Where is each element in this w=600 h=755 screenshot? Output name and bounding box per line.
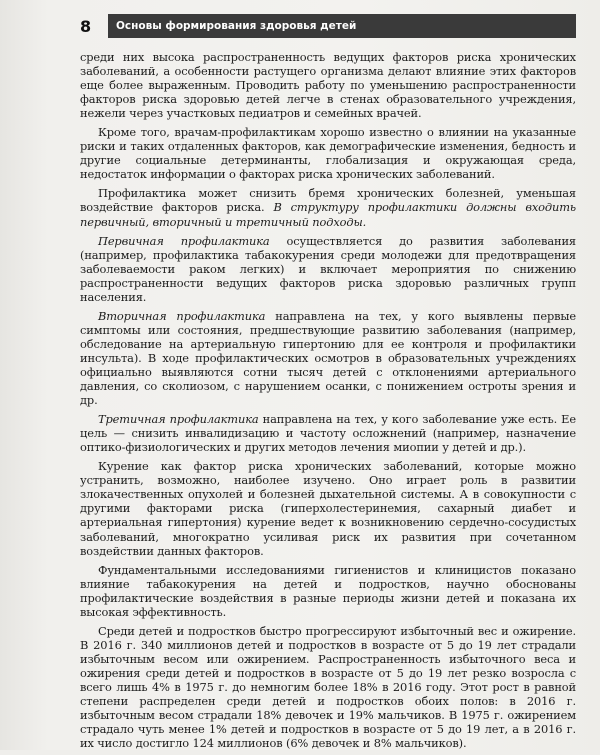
text-run: Курение как фактор риска хронических заболеваний, которые можно устранить, возможно, наиболее изучено. Оно играет роль в развитии злокачественных опухолей и болезней дыхательной системы. А в совокупности с другими факторами риска (гиперхолестеринемия, сахарный диабет и артериальная гипертония) курение ведет к возникновению сердечно-сосудистых заболеваний, многократно усиливая риск их развития при сочетанном воздействии данных факторов. bbox=[80, 459, 576, 558]
paragraph bbox=[80, 624, 576, 750]
page-number: 8 bbox=[80, 17, 92, 36]
text-run: направлена на тех, у кого выявлены первые симптомы или состояния, предшествующие развитию заболевания (например, обследование на артериальную гипертонию для ее контроля и профилактики инсульта). В ходе профилактических осмотров в образовательных учреждениях официально выявляются сотни тысяч детей с отклонениями артериального давления, со сколиозом, с нарушением осанки, с понижением остроты зрения и др. bbox=[80, 308, 576, 408]
term-secondary-prevention: Вторичная профилактика bbox=[98, 308, 266, 323]
text-run: Профилактика может снизить бремя хронических болезней, уменьшая воздействие факторов риска. bbox=[80, 186, 576, 215]
paragraph bbox=[80, 563, 576, 619]
paragraph bbox=[80, 186, 576, 228]
text-run: направлена на тех, у кого заболевание уже есть. Ее цель — снизить инвалидизацию и частоту осложнений (например, назначение оптико-физиологических и других методов лечения миопии у детей и др.). bbox=[80, 412, 576, 455]
page-header bbox=[80, 14, 576, 40]
term-tertiary-prevention: Третичная профилактика bbox=[98, 412, 259, 427]
text-run: среди них высока распространенность ведущих факторов риска хронических заболеваний, а особенности растущего организма делают влияние этих факторов еще более выраженным. Проводить работу по уменьшению распространенности факторов риска здоровью детей легче в стенах образовательного учреждения, нежели через участковых педиатров и семейных врачей. bbox=[80, 50, 576, 121]
running-title: Основы формирования здоровья детей bbox=[108, 14, 576, 38]
paragraph bbox=[80, 234, 576, 304]
text-run: Кроме того, врачам-профилактикам хорошо известно о влиянии на указанные риски и таких отдаленных факторов, как демографические изменения, бедность и другие социальные детерминанты, глобализация и окружающая среда, недостаток информации о факторах риска хронических заболеваний. bbox=[80, 125, 576, 182]
body-text bbox=[80, 50, 576, 755]
term-primary-prevention: Первичная профилактика bbox=[98, 233, 270, 248]
paragraph bbox=[80, 459, 576, 557]
paragraph bbox=[80, 412, 576, 454]
paragraph bbox=[80, 125, 576, 181]
italic-run: В структуру профилактики должны входить первичный, вторичный и третичный подходы. bbox=[80, 200, 576, 229]
text-run: Фундаментальными исследованиями гигиенистов и клиницистов показано влияние табакокурения на детей и подростков, научно обоснованы профилактические воздействия в разные периоды жизни детей и показана их высокая эффективность. bbox=[80, 562, 576, 619]
paragraph bbox=[80, 309, 576, 407]
text-run: осуществляется до развития заболевания (например, профилактика табакокурения среди молодежи для предотвращения заболеваемости раком легких) и включает мероприятия по снижению распространенности ведущих факторов риска здоровью различных групп населения. bbox=[80, 233, 576, 304]
text-run: Среди детей и подростков быстро прогрессируют избыточный вес и ожирение. В 2016 г. 340 миллионов детей и подростков в возрасте от 5 до 19 лет страдали избыточным весом или ожирением. Распространенность избыточного веса и ожирения среди детей и подростков в возрасте от 5 до 19 лет резко возросла с всего лишь 4% в 1975 г. до немногим более 18% в 2016 году. Этот рост в равной степени распределен среди детей и подростков обоих полов: в 2016 г. избыточным весом страдали 18% девочек и 19% мальчиков. В 1975 г. ожирением страдало чуть менее 1% детей и подростков в возрасте от 5 до 19 лет, а в 2016 г. их число достигло 124 миллионов (6% девочек и 8% мальчиков). bbox=[80, 623, 576, 751]
paragraph bbox=[80, 50, 576, 120]
